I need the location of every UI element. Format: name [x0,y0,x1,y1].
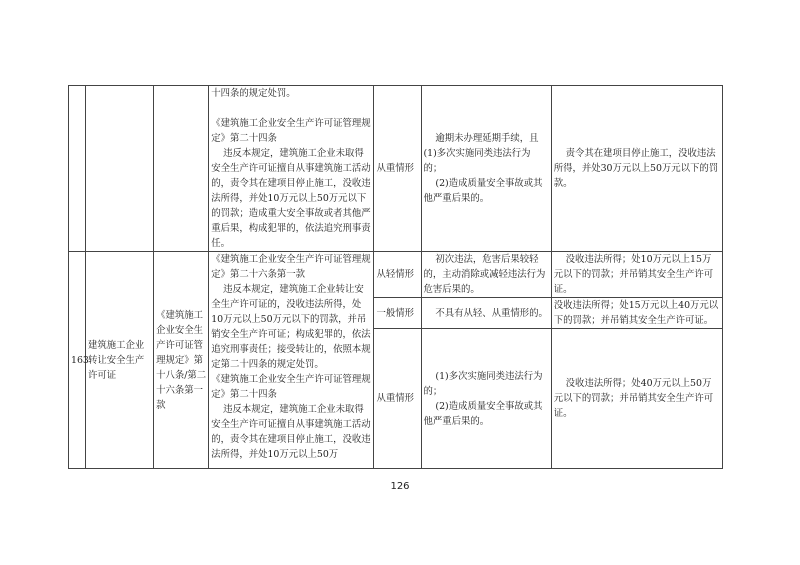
legal-basis-cell: 《建筑施工企业安全生产许可证管理规定》第十八条/第二十六条第一款 [154,252,209,469]
circumstance-cell: 不具有从轻、从重情形的。 [421,298,551,329]
circumstance-cell: (1)多次实施同类违法行为的； (2)造成质量安全事故或其他严重后果的。 [421,329,551,469]
level-cell: 从轻情形 [374,252,421,298]
row-number-cell: 163 [69,252,86,469]
basis-cell-empty [154,86,209,252]
legal-clause-cell: 十四条的规定处罚。 《建筑施工企业安全生产许可证管理规定》第二十四条 违反本规定，建筑施工企业未取得安全生产许可证擅自从事建筑施工活动的，责令其在建项目停止施工，没收违法所得，并处10万元以上50万元以下的罚款；造成重大安全事故或者其他严重后果，构成犯罪的，依法追究刑事责任。 [209,86,374,252]
item-name-cell-empty [86,86,154,252]
penalty-cell: 责令其在建项目停止施工，没收违法所得，并处30万元以上50万元以下的罚款。 [551,86,722,252]
penalty-standards-table [68,85,723,469]
item-name-cell: 建筑施工企业转让安全生产许可证 [86,252,154,469]
table-row [69,252,723,298]
page-number: 126 [390,481,410,492]
circumstance-cell: 逾期未办理延期手续，且(1)多次实施同类违法行为的； (2)造成质量安全事故或其他严重后果的。 [421,86,551,252]
row-number-cell-empty [69,86,86,252]
penalty-cell: 没收违法所得；处40万元以上50万元以下的罚款；并吊销其安全生产许可证。 [551,329,722,469]
circumstance-cell: 初次违法，危害后果较轻的，主动消除或减轻违法行为危害后果的。 [421,252,551,298]
level-cell: 一般情形 [374,298,421,329]
legal-clause-cell: 《建筑施工企业安全生产许可证管理规定》第二十六条第一款 违反本规定，建筑施工企业转让安全生产许可证的，没收违法所得，处10万元以上50万元以下的罚款，并吊销安全生产许可证；构成犯罪的，依法追究刑事责任；接受转让的，依照本规定第二十四条的规定处罚。 《建筑施工企业安全生产许可证管理规定》第二十四条 违反本规定，建筑施工企业未取得安全生产许可证擅自从事建筑施工活动的，责令其在建项目停止施工，没收违法所得，并处10万元以上50万 [209,252,374,469]
penalty-cell: 没收违法所得；处10万元以上15万元以下的罚款；并吊销其安全生产许可证。 [551,252,722,298]
level-cell: 从重情形 [374,329,421,469]
level-cell: 从重情形 [374,86,421,252]
penalty-cell: 没收违法所得；处15万元以上40万元以下的罚款；并吊销其安全生产许可证。 [551,298,722,329]
table-row [69,86,723,252]
